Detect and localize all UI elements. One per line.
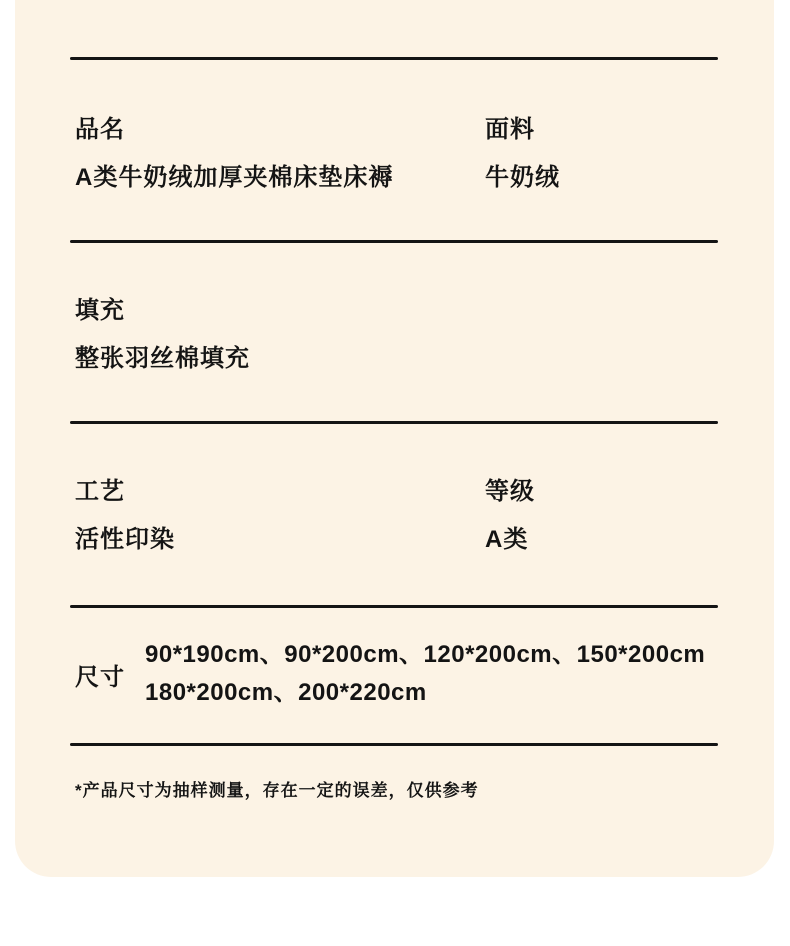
field-value-grade: A类 [485, 526, 529, 553]
field-label-filling: 填充 [75, 297, 125, 324]
field-value-product-name: A类牛奶绒加厚夹棉床垫床褥 [75, 164, 394, 191]
divider-after-sizes [70, 743, 718, 746]
divider-after-row1 [70, 240, 718, 243]
size-line-2: 180*200cm、200*220cm [145, 679, 427, 706]
divider-after-row3 [70, 605, 718, 608]
field-value-craft: 活性印染 [75, 526, 175, 553]
divider-top [70, 57, 718, 60]
field-label-product-name: 品名 [75, 116, 125, 143]
field-label-craft: 工艺 [75, 478, 125, 505]
measurement-disclaimer: *产品尺寸为抽样测量，存在一定的误差，仅供参考 [75, 781, 479, 800]
field-value-sizes [145, 636, 705, 712]
field-label-size: 尺寸 [75, 663, 125, 691]
field-label-grade: 等级 [485, 478, 535, 505]
field-value-filling: 整张羽丝棉填充 [75, 345, 250, 372]
spec-panel [15, 0, 774, 877]
field-label-fabric: 面料 [485, 116, 535, 143]
size-line-1: 90*190cm、90*200cm、120*200cm、150*200cm [145, 641, 706, 668]
size-row [75, 636, 735, 712]
divider-after-row2 [70, 421, 718, 424]
field-value-fabric: 牛奶绒 [485, 164, 560, 191]
